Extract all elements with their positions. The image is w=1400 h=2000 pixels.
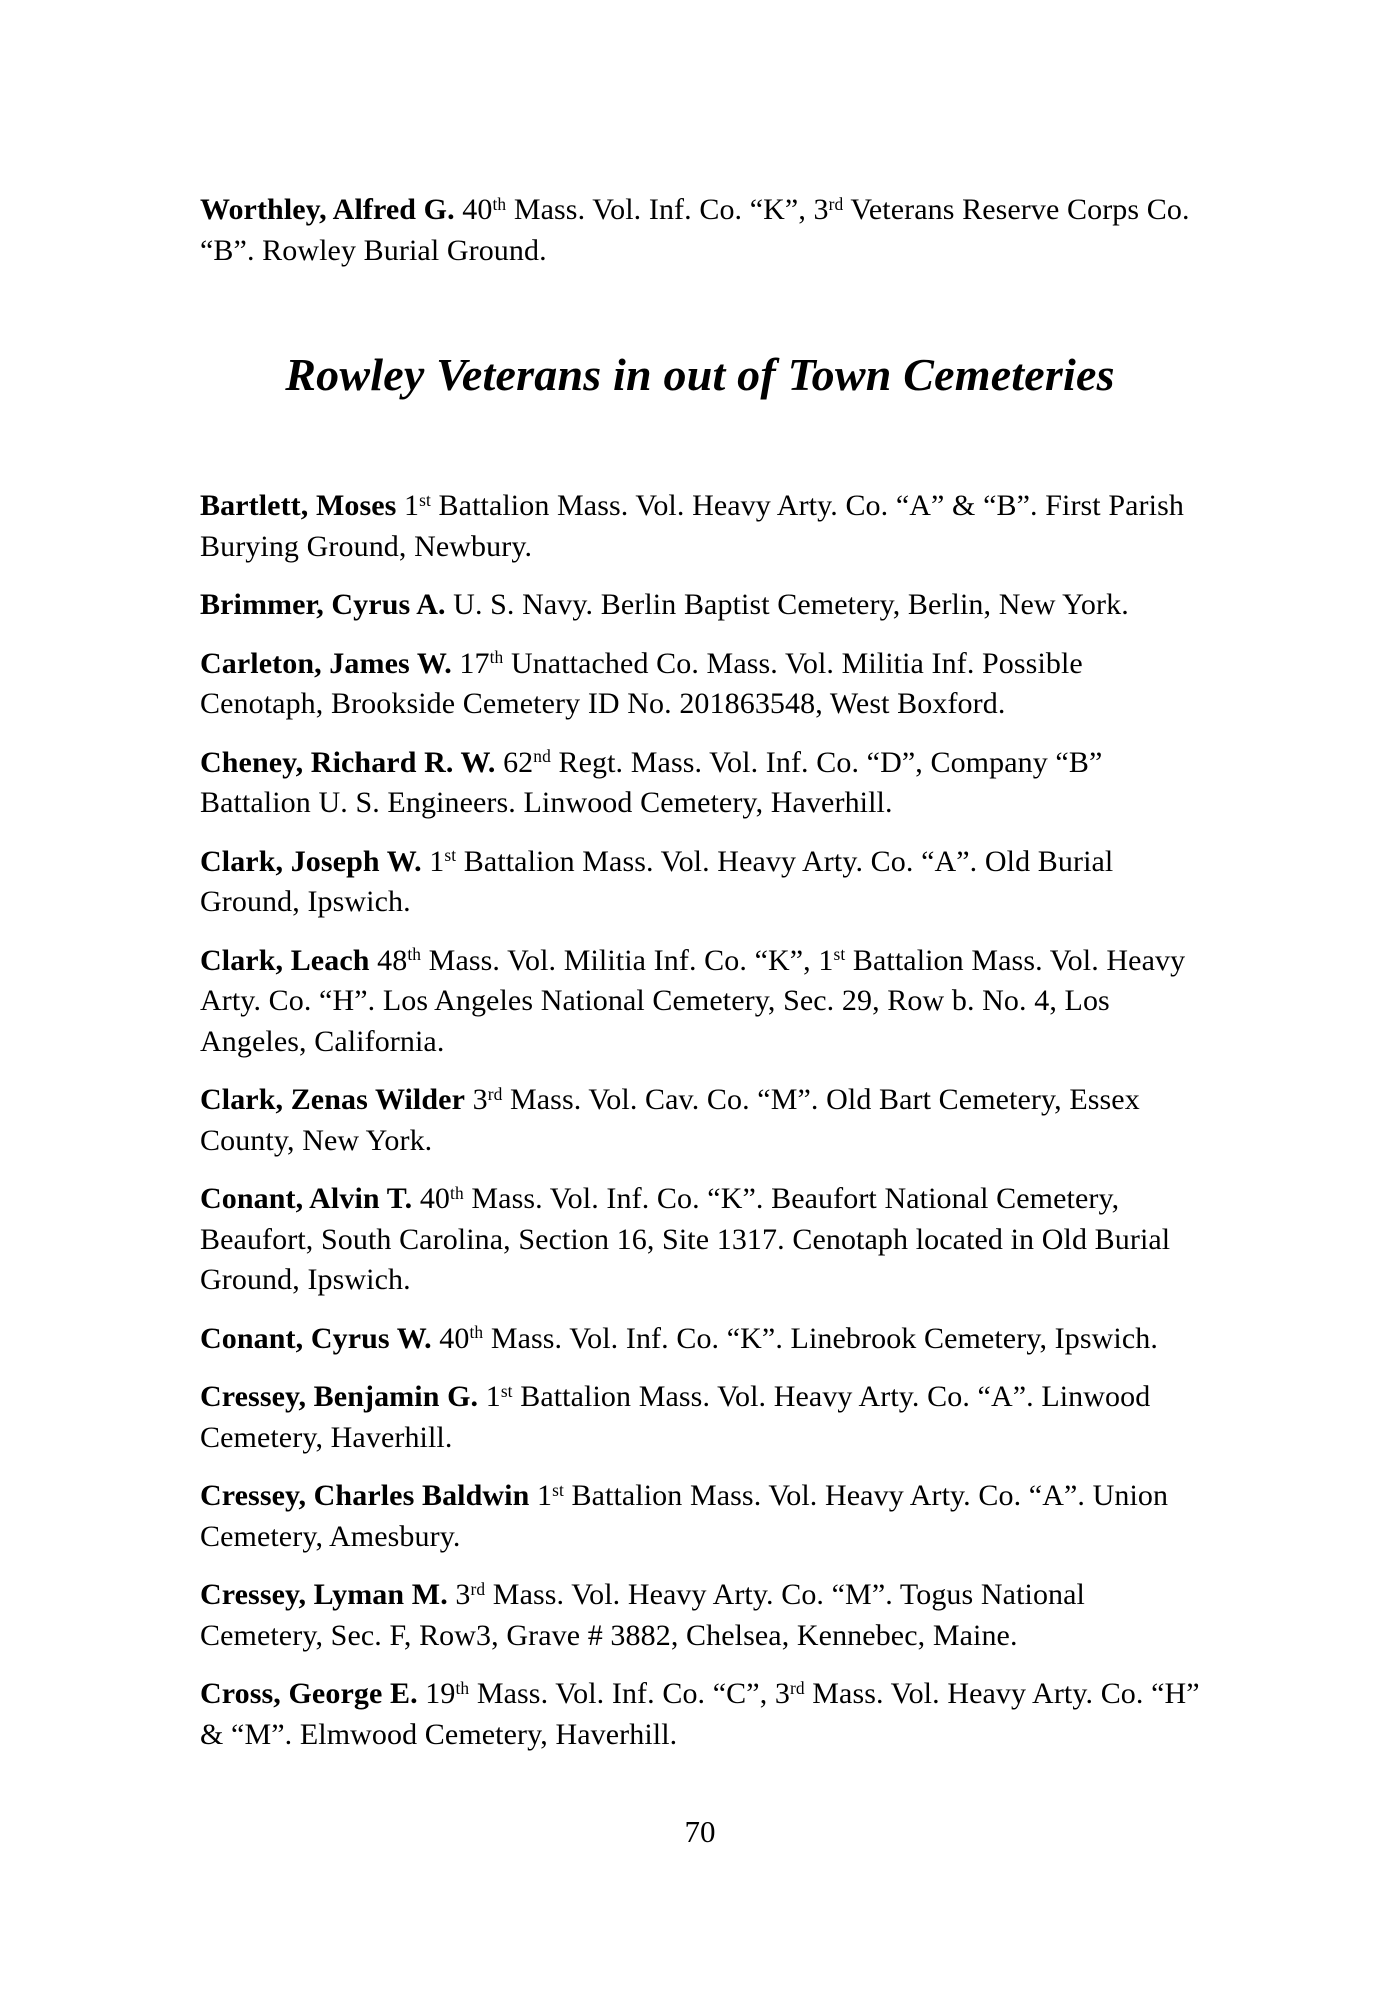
veteran-name: Cheney, Richard R. W. xyxy=(200,745,496,779)
intro-paragraph xyxy=(200,190,1200,271)
entry-text: 40 xyxy=(412,1182,451,1215)
ordinal-suffix: rd xyxy=(470,1578,486,1599)
entry-text: 48 xyxy=(369,943,408,977)
entry-text: 1 xyxy=(396,489,420,522)
entry-text: Battalion Mass. Vol. Heavy Arty. Co. “A”. Old Burial Ground, Ipswich. xyxy=(200,844,1114,918)
entry xyxy=(200,1575,1200,1656)
entry-text: Regt. Mass. Vol. Inf. Co. “D”, Company “B” Battalion U. S. Engineers. Linwood Cemetery, Haverhill. xyxy=(200,745,1103,819)
entry-text: 19 xyxy=(417,1677,456,1710)
veteran-name: Clark, Joseph W. xyxy=(200,844,422,878)
entry xyxy=(200,1179,1200,1301)
entry-text: 17 xyxy=(451,646,490,680)
entry-text: 1 xyxy=(478,1380,501,1413)
ordinal-suffix: th xyxy=(455,1677,470,1698)
entry-text: Mass. Vol. Inf. Co. “K”. Linebrook Cemetery, Ipswich. xyxy=(483,1321,1158,1355)
veteran-name: Cross, George E. xyxy=(200,1677,418,1710)
entry xyxy=(200,644,1200,725)
entry-text: Battalion Mass. Vol. Heavy Arty. Co. “A” & “B”. First Parish Burying Ground, Newbury. xyxy=(200,489,1184,563)
entry-text: Mass. Vol. Inf. Co. “K”, 3 xyxy=(506,193,829,226)
entry-text: Veterans Reserve Corps Co. “B”. Rowley Burial Ground. xyxy=(200,193,1190,267)
entry-text: 62 xyxy=(495,745,534,779)
entry-text: Mass. Vol. Cav. Co. “M”. Old Bart Cemetery, Essex County, New York. xyxy=(200,1083,1140,1157)
entry xyxy=(200,1377,1200,1458)
ordinal-suffix: nd xyxy=(533,746,551,767)
entry-text: Unattached Co. Mass. Vol. Militia Inf. Possible Cenotaph, Brookside Cemetery ID No. 201863548, West Boxford. xyxy=(200,646,1083,720)
entry xyxy=(200,486,1200,567)
entry-text: Mass. Vol. Heavy Arty. Co. “H” & “M”. Elmwood Cemetery, Haverhill. xyxy=(200,1677,1200,1751)
veteran-name: Clark, Zenas Wilder xyxy=(200,1083,465,1116)
ordinal-suffix: rd xyxy=(828,193,844,214)
entry-text: 3 xyxy=(465,1083,488,1116)
veteran-name: Bartlett, Moses xyxy=(200,489,397,522)
entry xyxy=(200,1080,1200,1161)
entry-text: Battalion Mass. Vol. Heavy Arty. Co. “H”. Los Angeles National Cemetery, Sec. 29, Row b. No. 4, Los Angeles, California. xyxy=(200,943,1186,1058)
ordinal-suffix: st xyxy=(444,845,457,866)
entry xyxy=(200,585,1200,626)
ordinal-suffix: st xyxy=(419,489,431,510)
entry-text: 40 xyxy=(431,1321,470,1355)
ordinal-suffix: rd xyxy=(487,1083,503,1104)
ordinal-suffix: th xyxy=(407,944,422,965)
ordinal-suffix: st xyxy=(552,1479,564,1500)
entry xyxy=(200,842,1200,923)
entry xyxy=(200,941,1200,1063)
ordinal-suffix: st xyxy=(500,1380,513,1401)
entry-text: Mass. Vol. Militia Inf. Co. “K”, 1 xyxy=(421,943,834,977)
entry-text: Battalion Mass. Vol. Heavy Arty. Co. “A”. Linwood Cemetery, Haverhill. xyxy=(200,1380,1151,1454)
veteran-name: Conant, Alvin T. xyxy=(200,1182,413,1215)
veteran-name: Carleton, James W. xyxy=(200,646,452,680)
entry xyxy=(200,743,1200,824)
section-heading: Rowley Veterans in out of Town Cemeteries xyxy=(285,349,1115,400)
ordinal-suffix: th xyxy=(489,647,504,668)
veteran-name: Clark, Leach xyxy=(200,943,370,977)
ordinal-suffix: th xyxy=(450,1182,464,1203)
entry-text: Mass. Vol. Inf. Co. “K”. Beaufort National Cemetery, Beaufort, South Carolina, Section 16, Site 1317. Cenotaph located in Old Burial Ground, Ipswich. xyxy=(200,1182,1171,1296)
ordinal-suffix: th xyxy=(469,1322,484,1343)
veteran-name: Brimmer, Cyrus A. xyxy=(200,588,446,621)
entry-text: Battalion Mass. Vol. Heavy Arty. Co. “A”. Union Cemetery, Amesbury. xyxy=(200,1479,1169,1553)
veteran-name: Cressey, Benjamin G. xyxy=(200,1380,479,1413)
ordinal-suffix: st xyxy=(833,944,846,965)
entry-text: Mass. Vol. Heavy Arty. Co. “M”. Togus National Cemetery, Sec. F, Row3, Grave # 3882, Chelsea, Kennebec, Maine. xyxy=(200,1578,1085,1652)
veteran-name: Cressey, Lyman M. xyxy=(200,1578,448,1611)
entry xyxy=(200,1476,1200,1557)
entry xyxy=(200,1319,1200,1360)
ordinal-suffix: rd xyxy=(790,1677,805,1698)
entry-list xyxy=(200,486,1200,1755)
entry-text: Mass. Vol. Inf. Co. “C”, 3 xyxy=(469,1677,790,1710)
veteran-name: Worthley, Alfred G. xyxy=(200,193,455,226)
entry-text: 1 xyxy=(421,844,445,878)
ordinal-suffix: th xyxy=(492,193,507,214)
page-number: 70 xyxy=(684,1814,716,1849)
text-column xyxy=(200,0,1200,1773)
entry-text: 40 xyxy=(454,193,493,226)
entry-text: U. S. Navy. Berlin Baptist Cemetery, Berlin, New York. xyxy=(445,588,1129,621)
veteran-name: Cressey, Charles Baldwin xyxy=(200,1479,530,1512)
entry-text: 3 xyxy=(447,1578,471,1611)
entry xyxy=(200,1674,1200,1755)
entry-text: 1 xyxy=(529,1479,553,1512)
veteran-name: Conant, Cyrus W. xyxy=(200,1321,432,1355)
